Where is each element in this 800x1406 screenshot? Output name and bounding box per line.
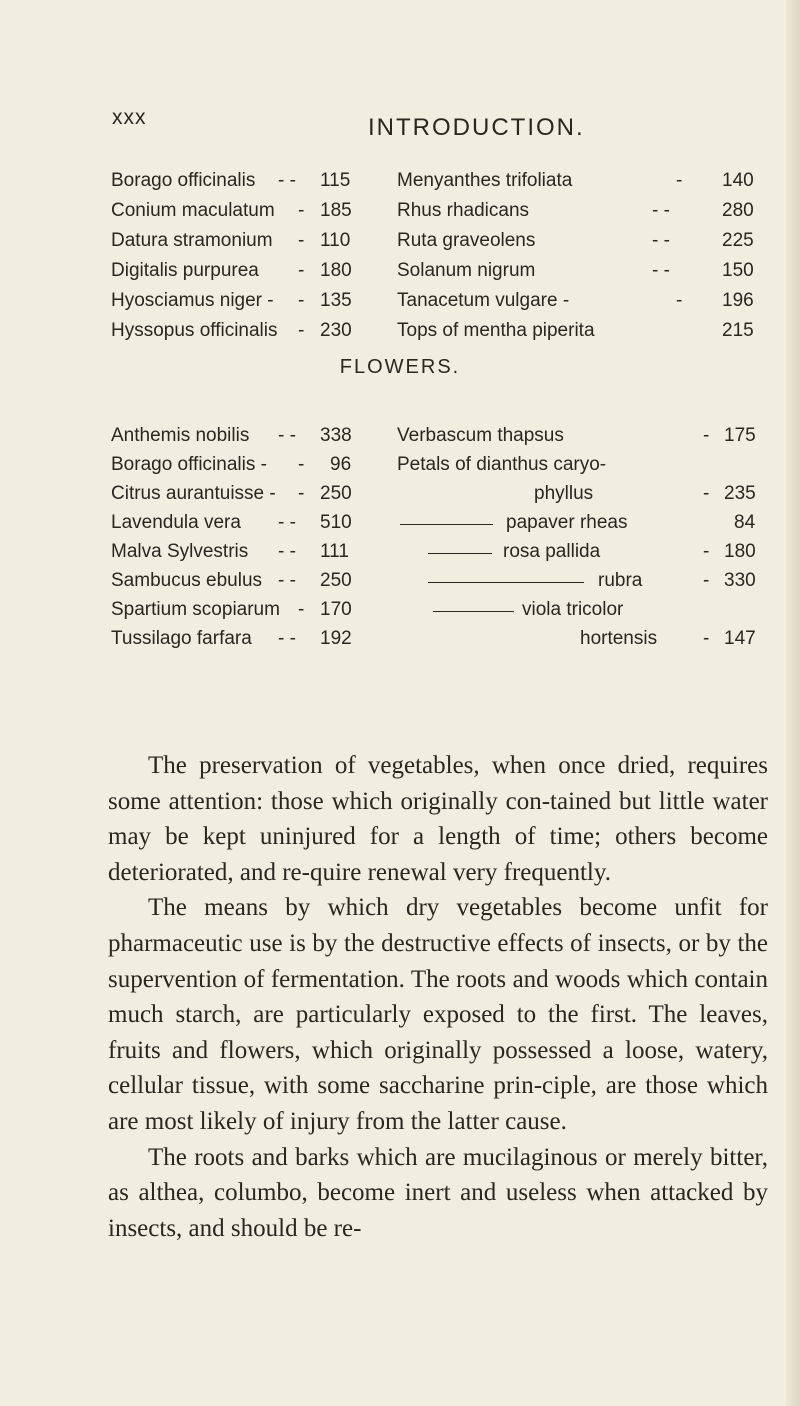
leader-dash: -: [676, 290, 683, 311]
table-row: [0, 509, 790, 537]
plant-value: 225: [722, 230, 754, 251]
plant-value: 135: [320, 290, 352, 311]
ditto-rule: [400, 524, 493, 525]
leader-dash: - -: [278, 512, 296, 533]
leader-dash: -: [676, 170, 683, 191]
leader-dash: - -: [652, 230, 670, 251]
plant-name: Rhus rhadicans: [397, 200, 530, 221]
table-row: [0, 567, 790, 595]
leader-dash: -: [298, 483, 305, 504]
flower-value: 175: [724, 425, 756, 446]
leader-dash: - -: [278, 541, 296, 562]
flower-value: 170: [320, 599, 352, 620]
leader-dash: - -: [278, 170, 296, 191]
flower-value: 338: [320, 425, 352, 446]
flower-value: 180: [724, 541, 756, 562]
flower-value: 235: [724, 483, 756, 504]
flower-name: hortensis: [580, 628, 658, 649]
leader-dash: -: [298, 599, 305, 620]
plant-value: 280: [722, 200, 754, 221]
plant-value: 140: [722, 170, 754, 191]
leader-dash: - -: [278, 628, 296, 649]
running-title: INTRODUCTION.: [368, 114, 585, 141]
flower-value: 111: [320, 541, 349, 562]
leader-dash: - -: [652, 200, 670, 221]
table-row: [0, 422, 790, 450]
flower-name: rubra: [598, 570, 643, 591]
leader-dash: -: [298, 200, 305, 221]
page-number: xxx: [112, 106, 147, 129]
flower-value: 96: [330, 454, 352, 475]
flower-name: viola tricolor: [522, 599, 624, 620]
plant-name: Tanacetum vulgare -: [397, 290, 570, 311]
flower-value: 84: [734, 512, 756, 533]
plant-name: Ruta graveolens: [397, 230, 536, 251]
table-row: [0, 596, 790, 624]
plant-value: 150: [722, 260, 754, 281]
flower-name: Anthemis nobilis: [111, 425, 250, 446]
flower-name: Tussilago farfara: [111, 628, 252, 649]
flower-value: 250: [320, 483, 352, 504]
leader-dash: -: [703, 425, 710, 446]
plant-value: 215: [722, 320, 754, 341]
plant-value: 230: [320, 320, 352, 341]
plant-value: 115: [320, 170, 351, 191]
flower-name: Verbascum thapsus: [397, 425, 564, 446]
plant-value: 185: [320, 200, 352, 221]
table-row: [0, 538, 790, 566]
section-title: FLOWERS.: [339, 356, 461, 378]
flower-name: Malva Sylvestris: [111, 541, 249, 562]
flower-value: 250: [320, 570, 352, 591]
paragraph: The roots and barks which are mucilaginous or merely bitter, as althea, columbo, become inert and useless when attacked by insects, and should be re-: [108, 1143, 768, 1242]
leader-dash: - -: [652, 260, 670, 281]
flower-name: Citrus aurantuisse -: [111, 483, 276, 504]
flower-name: Lavendula vera: [111, 512, 241, 533]
flowers-table: [0, 0, 800, 700]
flower-name: Sambucus ebulus: [111, 570, 263, 591]
plant-name: Conium maculatum: [111, 200, 275, 221]
plant-name: Hyosciamus niger -: [111, 290, 274, 311]
leader-dash: -: [298, 454, 305, 475]
flower-value: 510: [320, 512, 352, 533]
leader-dash: - -: [278, 570, 296, 591]
leader-dash: -: [703, 570, 710, 591]
leader-dash: -: [703, 483, 710, 504]
plant-value: 110: [320, 230, 351, 251]
flower-value: 330: [724, 570, 756, 591]
leader-dash: -: [298, 230, 305, 251]
flower-value: 147: [724, 628, 756, 649]
flower-name: phyllus: [534, 483, 594, 504]
plant-value: 196: [722, 290, 754, 311]
flower-name: Borago officinalis -: [111, 454, 267, 475]
leader-dash: -: [298, 320, 305, 341]
ditto-rule: [428, 553, 492, 554]
paragraph: The preservation of vegetables, when once dried, requires some attention: those which originally con-tained but little water may be kept uninjured for a length of time; others become deteriorated, and re-quire renewal very frequently.: [108, 752, 768, 886]
table-row: [0, 451, 790, 479]
flower-value: 192: [320, 628, 352, 649]
paragraph: The means by which dry vegetables become unfit for pharmaceutic use is by the destructive effects of insects, or by the supervention of fermentation. The roots and woods which contain much starch, are particularly exposed to the first. The leaves, fruits and flowers, which originally possessed a loose, watery, cellular tissue, with some saccharine prin-ciple, are those which are most likely of injury from the latter cause.: [108, 894, 768, 1135]
leader-dash: -: [703, 541, 710, 562]
plant-name: Solanum nigrum: [397, 260, 536, 281]
flower-name: papaver rheas: [506, 512, 628, 533]
leader-dash: -: [298, 260, 305, 281]
plant-name: Borago officinalis: [111, 170, 256, 191]
flower-name: Petals of dianthus caryo-: [397, 454, 607, 475]
ditto-rule: [433, 611, 514, 612]
plant-name: Hyssopus officinalis: [111, 320, 278, 341]
table-row: [0, 480, 790, 508]
plant-name: Menyanthes trifoliata: [397, 170, 573, 191]
leader-dash: - -: [278, 425, 296, 446]
leader-dash: -: [298, 290, 305, 311]
leader-dash: -: [703, 628, 710, 649]
plant-name: Tops of mentha piperita: [397, 320, 595, 341]
plant-value: 180: [320, 260, 352, 281]
ditto-rule: [428, 582, 584, 583]
flower-name: rosa pallida: [503, 541, 601, 562]
plant-name: Datura stramonium: [111, 230, 273, 251]
body-text: [108, 748, 768, 1246]
flower-name: Spartium scopiarum: [111, 599, 280, 620]
table-row: [0, 625, 790, 653]
plant-name: Digitalis purpurea: [111, 260, 259, 281]
